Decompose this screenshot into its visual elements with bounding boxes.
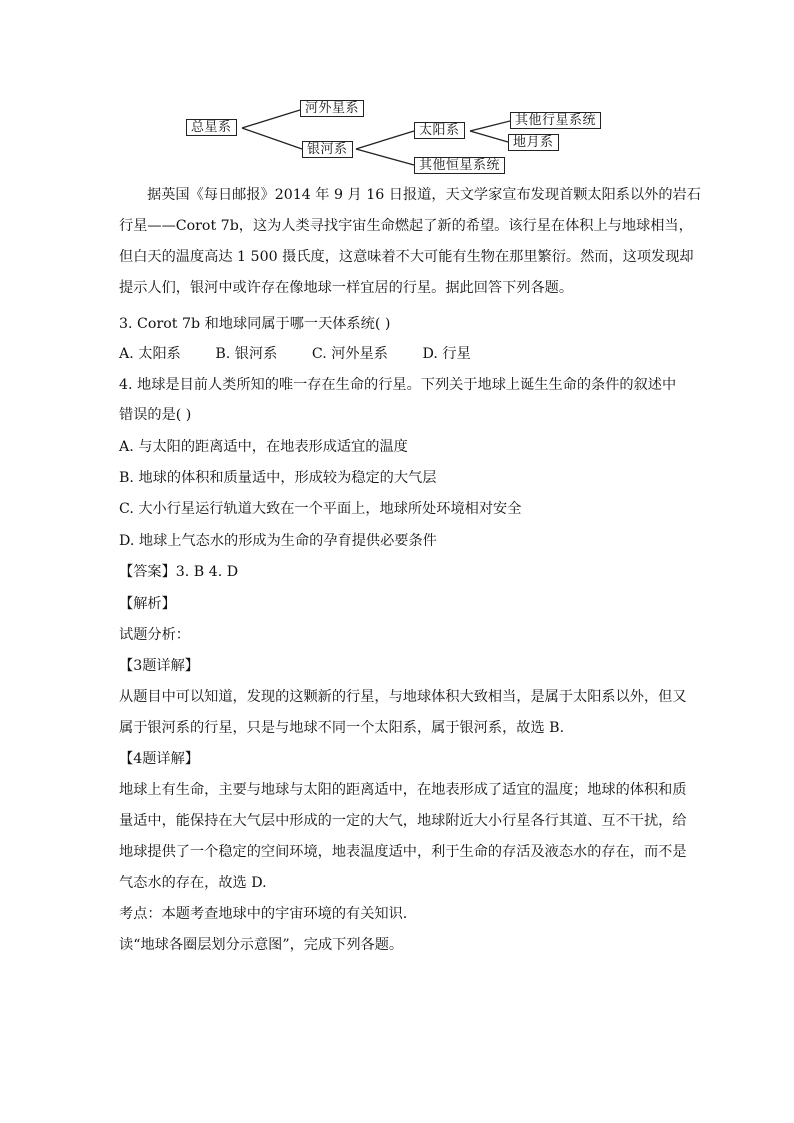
next-section-prompt: 读“地球各圈层划分示意图”，完成下列各题。 <box>119 937 404 953</box>
q3-option-a: A. 太阳系 <box>119 346 181 362</box>
box-extragalactic: 河外星系 <box>300 100 364 117</box>
box-total-galaxy: 总星系 <box>186 119 237 136</box>
analysis-heading: 【解析】 <box>119 596 176 612</box>
q3-detail-line-2: 属于银河系的行星，只是与地球不同一个太阳系，属于银河系，故选 B. <box>119 720 565 736</box>
q4-detail-line-4: 气态水的存在，故选 D. <box>119 875 267 891</box>
box-solar-system: 太阳系 <box>414 122 465 139</box>
q3-detail-line-1: 从题目中可以知道，发现的这颗新的行星，与地球体积大致相当，是属于太阳系以外，但又 <box>119 689 687 705</box>
q4-option-a: A. 与太阳的距离适中，在地表形成适宜的温度 <box>119 439 408 455</box>
q4-detail-line-3: 地球提供了一个稳定的空间环境，地表温度适中，利于生命的存活及液态水的存在，而不是 <box>119 844 687 860</box>
box-other-planetary: 其他行星系统 <box>510 112 601 129</box>
celestial-system-diagram <box>180 96 620 178</box>
box-earth-moon: 地月系 <box>508 134 559 151</box>
analysis-intro: 试题分析： <box>119 627 190 643</box>
question-4-stem-1: 4. 地球是目前人类所知的唯一存在生命的行星。下列关于地球上诞生生命的条件的叙述中 <box>119 377 677 393</box>
question-3-options <box>119 343 501 363</box>
answer-line: 【答案】3. B 4. D <box>119 564 239 580</box>
q3-detail-heading: 【3题详解】 <box>119 658 199 674</box>
q3-option-d: D. 行星 <box>422 346 471 362</box>
q4-option-b: B. 地球的体积和质量适中，形成较为稳定的大气层 <box>119 470 437 486</box>
q3-option-b: B. 银河系 <box>215 346 278 362</box>
q3-option-c: C. 河外星系 <box>311 346 388 362</box>
question-4-stem-2: 错误的是( ) <box>119 407 192 423</box>
passage-line-4: 提示人们，银河中或许存在像地球一样宜居的行星。据此回答下列各题。 <box>119 280 574 296</box>
box-other-stellar: 其他恒星系统 <box>414 157 505 174</box>
box-milky-way: 银河系 <box>302 141 353 158</box>
question-3-stem: 3. Corot 7b 和地球同属于哪一天体系统( ) <box>119 316 391 332</box>
kaodian-line: 考点：本题考查地球中的宇宙环境的有关知识. <box>119 906 408 922</box>
q4-option-c: C. 大小行星运行轨道大致在一个平面上，地球所处环境相对安全 <box>119 501 522 517</box>
q4-option-d: D. 地球上气态水的形成为生命的孕育提供必要条件 <box>119 533 437 549</box>
passage-line-2: 行星——Corot 7b，这为人类寻找宇宙生命燃起了新的希望。该行星在体积上与地球相当， <box>119 218 693 234</box>
q4-detail-line-2: 量适中，能保持在大气层中形成的一定的大气，地球附近大小行星各行其道、互不干扰，给 <box>119 813 687 829</box>
q4-detail-line-1: 地球上有生命，主要与地球与太阳的距离适中，在地表形成了适宜的温度；地球的体积和质 <box>119 782 687 798</box>
q4-detail-heading: 【4题详解】 <box>119 751 199 767</box>
passage-line-1: 据英国《每日邮报》2014 年 9 月 16 日报道，天文学家宣布发现首颗太阳系以外的岩石 <box>147 187 701 203</box>
passage-line-3: 但白天的温度高达 1 500 摄氏度，这意味着不大可能有生物在那里繁衍。然而，这项发现却 <box>119 249 694 265</box>
